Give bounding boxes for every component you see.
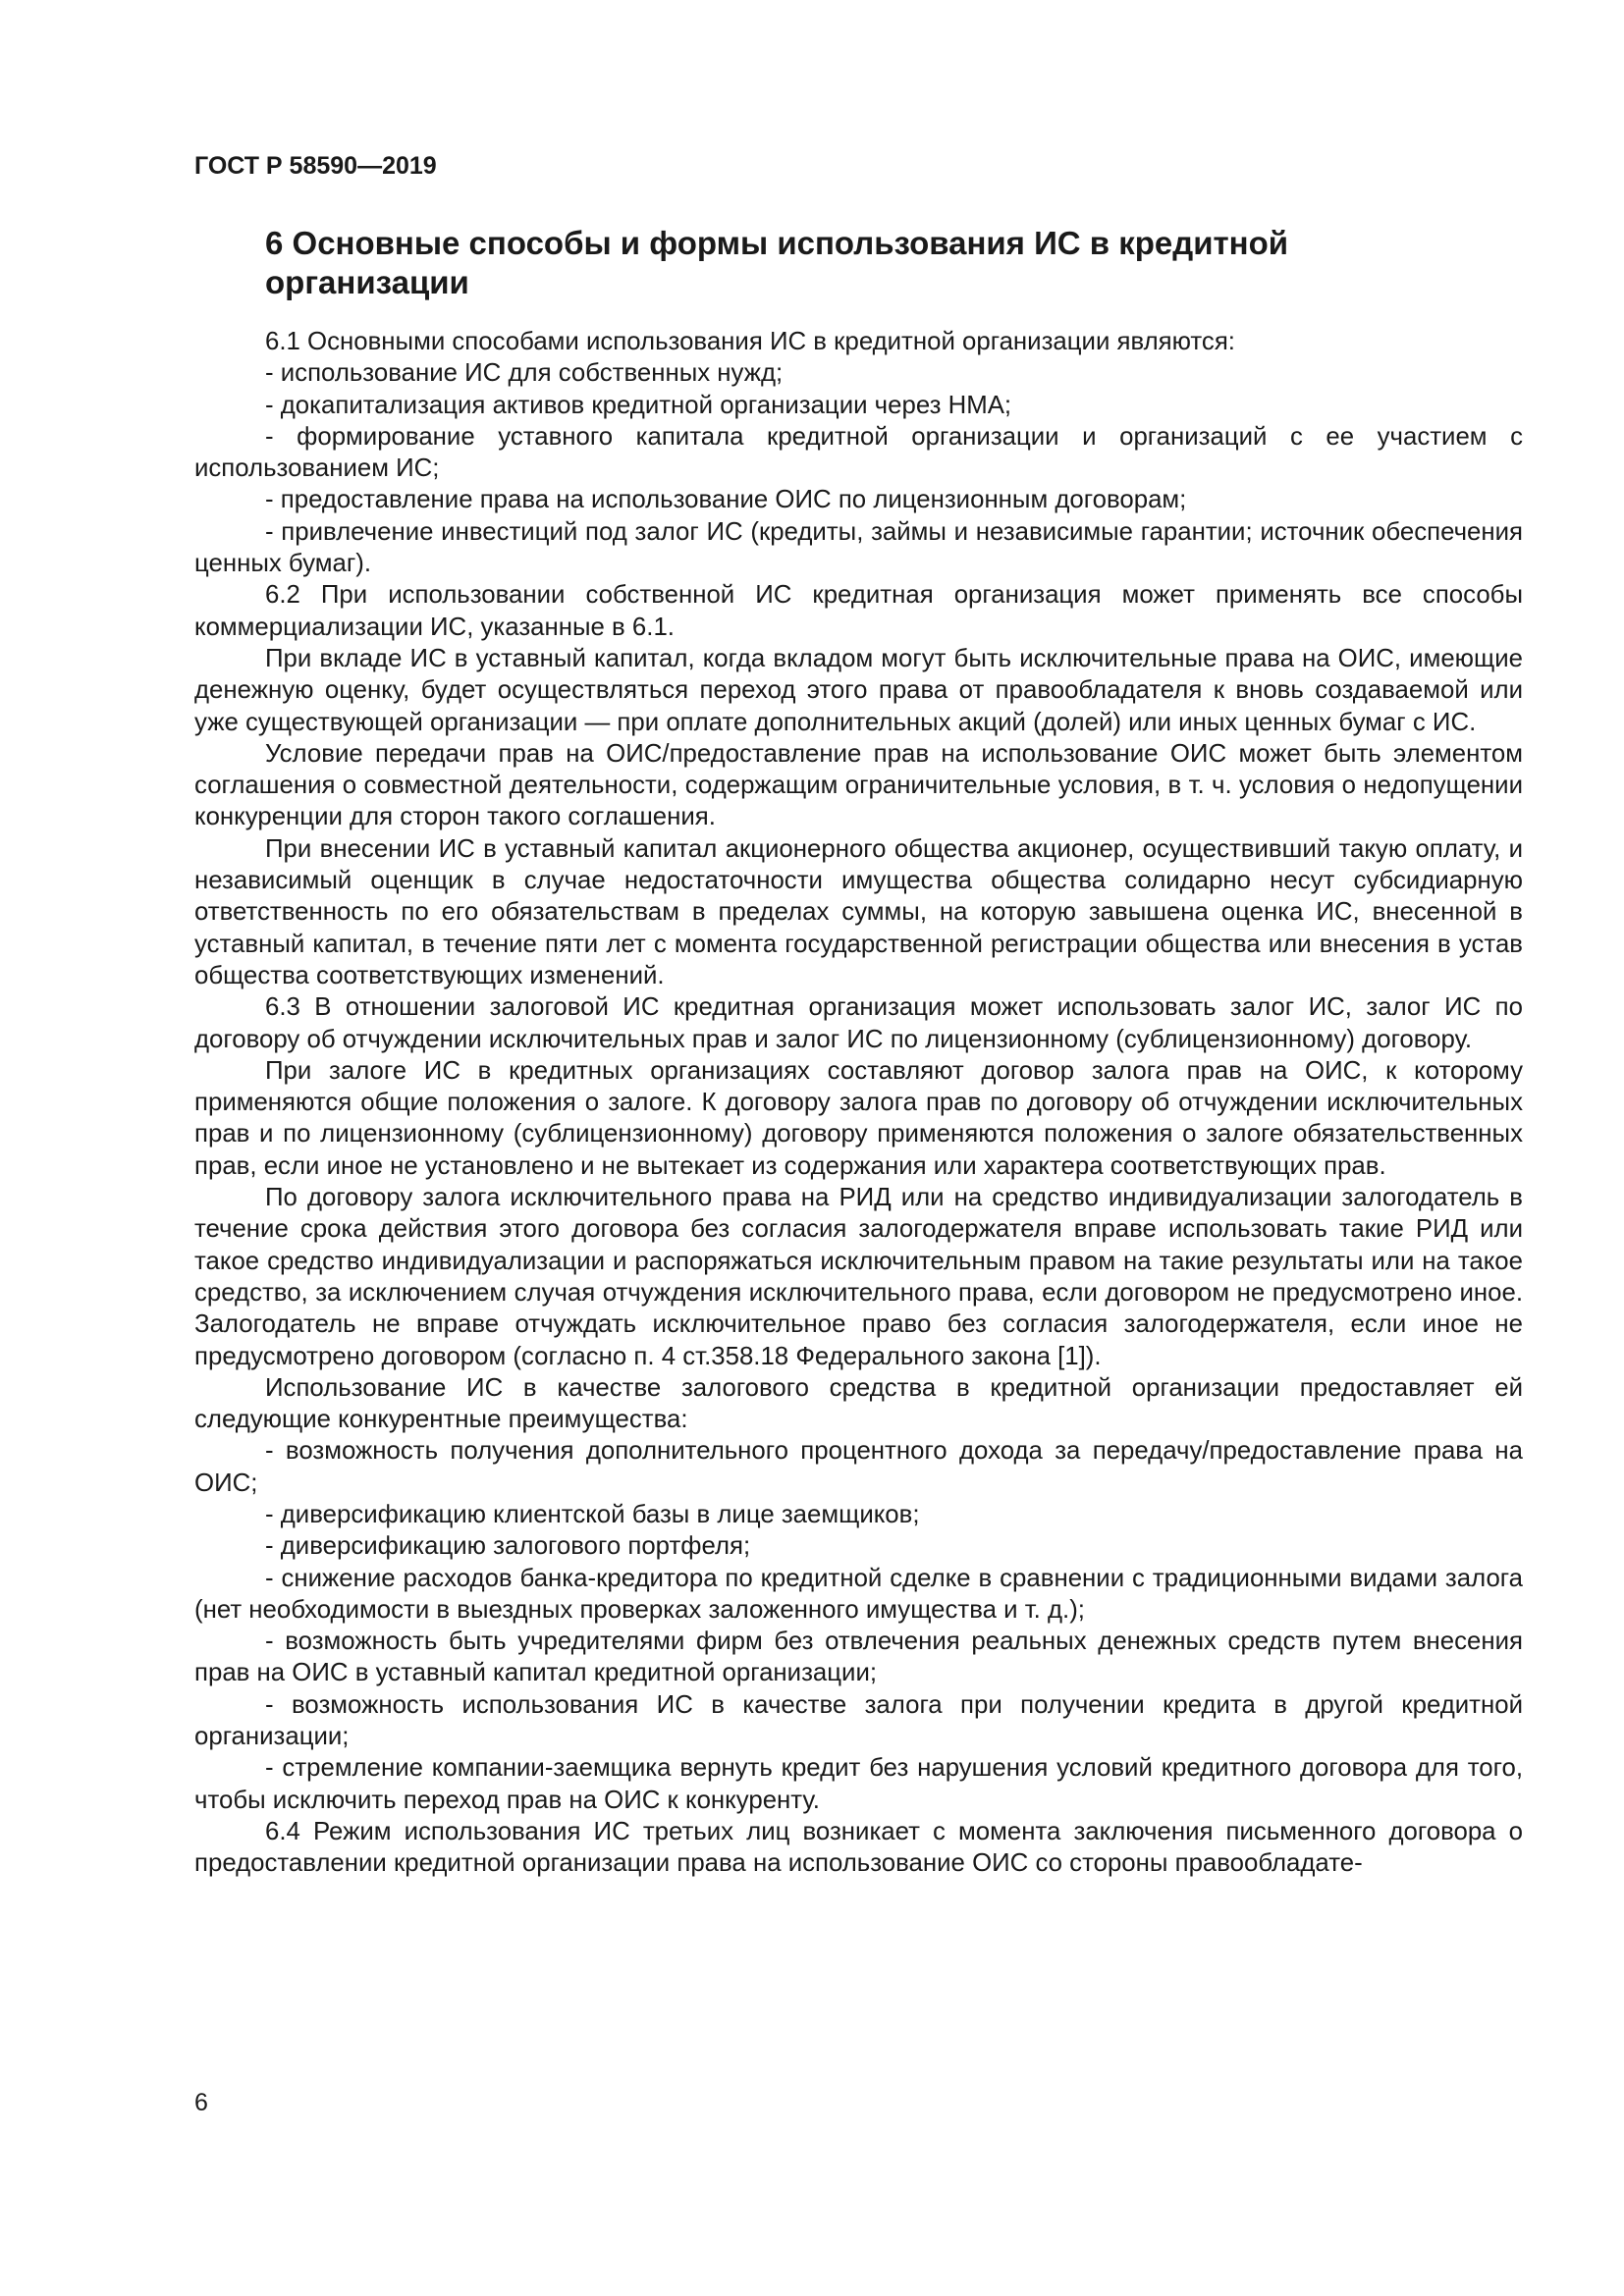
list-item: - возможность быть учредителями фирм без отвлечения реальных денежных средств путем внесения прав на ОИС в уставный капитал кредитной организации; — [194, 1628, 1523, 1687]
list-item: - докапитализация активов кредитной организации через НМА; — [265, 391, 1012, 419]
paragraph: По договору залога исключительного права на РИД или на средство индивидуализации залогодатель в течение срока действия этого договора без согласия залогодержателя вправе использовать такие РИД или такое средство индивидуализации и распоряжаться исключительным правом на такие результаты или на такое средство, за исключением случая отчуждения исключительного права, если договором не предусмотрено иное. Залогодатель не вправе отчуждать исключительное право без согласия залогодержателя, если иное не предусмотрено договором (согласно п. 4 ст.358.18 Федерального закона [1]). — [194, 1184, 1523, 1370]
list-item: - возможность получения дополнительного процентного дохода за передачу/предоставление права на ОИС; — [194, 1437, 1523, 1497]
paragraph: При залоге ИС в кредитных организациях составляют договор залога прав на ОИС, к которому применяются общие положения о залоге. К договору залога прав по договору об отчуждении исключительных прав и по лицензионному (сублицензионному) договору применяются положения о залоге обязательственных прав, если иное не установлено и не вытекает из содержания или характера соответствующих прав. — [194, 1056, 1523, 1180]
list-item: - диверсификацию залогового портфеля; — [265, 1532, 751, 1561]
list-item: - использование ИС для собственных нужд; — [265, 359, 784, 388]
paragraph: Использование ИС в качестве залогового средства в кредитной организации предоставляет ей следующие конкурентные преимущества: — [194, 1373, 1523, 1434]
paragraph: При внесении ИС в уставный капитал акционерного общества акционер, осуществивший такую оплату, и независимый оценщик в случае недостаточности имущества общества солидарно несут субсидиарную ответственность по его обязательствам в пределах суммы, на которую завышена оценка ИС, внесенной в уставный капитал, в течение пяти лет с момента государственной регистрации общества или внесения в устав общества соответствующих изменений. — [194, 834, 1523, 989]
section-title: 6 Основные способы и формы использования ИС в кредитной организации — [265, 225, 1289, 300]
list-item: - стремление компании-заемщика вернуть кредит без нарушения условий кредитного договора для того, чтобы исключить переход прав на ОИС к конкуренту. — [194, 1754, 1523, 1814]
paragraph: 6.3 В отношении залоговой ИС кредитная организация может использовать залог ИС, залог ИС по договору об отчуждении исключительных прав и залог ИС по лицензионному (сублицензионному) договору. — [194, 993, 1523, 1053]
list-item: - формирование уставного капитала кредитной организации и организаций с ее участием с использованием ИС; — [194, 422, 1523, 483]
page-number: 6 — [194, 2089, 208, 2116]
list-item: - предоставление права на использование ОИС по лицензионным договорам; — [265, 486, 1187, 514]
paragraph: Условие передачи прав на ОИС/предоставление прав на использование ОИС может быть элементом соглашения о совместной деятельности, содержащим ограничительные условия, в т. ч. условия о недопущении конкуренции для сторон такого соглашения. — [194, 739, 1523, 831]
list-item: - диверсификацию клиентской базы в лице заемщиков; — [265, 1500, 920, 1528]
paragraph: 6.4 Режим использования ИС третьих лиц возникает с момента заключения письменного договора о предоставлении кредитной организации права на использование ОИС со стороны правообладате- — [194, 1817, 1523, 1878]
paragraph: 6.2 При использовании собственной ИС кредитная организация может применять все способы коммерциализации ИС, указанные в 6.1. — [194, 581, 1523, 641]
list-item: - снижение расходов банка-кредитора по кредитной сделке в сравнении с традиционными видами залога (нет необходимости в выездных проверках заложенного имущества и т. д.); — [194, 1564, 1523, 1624]
body-text — [194, 326, 1523, 1880]
list-item: - возможность использования ИС в качестве залога при получении кредита в другой кредитной организации; — [194, 1690, 1523, 1751]
paragraph: При вкладе ИС в уставный капитал, когда вкладом могут быть исключительные права на ОИС, имеющие денежную оценку, будет осуществляться переход этого права от правообладателя к вновь создаваемой или уже существующей организации — при оплате дополнительных акций (долей) или иных ценных бумаг с ИС. — [194, 644, 1523, 736]
paragraph: 6.1 Основными способами использования ИС в кредитной организации являются: — [265, 328, 1235, 355]
document-code: ГОСТ Р 58590—2019 — [194, 152, 437, 180]
list-item: - привлечение инвестиций под залог ИС (кредиты, займы и независимые гарантии; источник обеспечения ценных бумаг). — [194, 517, 1523, 578]
